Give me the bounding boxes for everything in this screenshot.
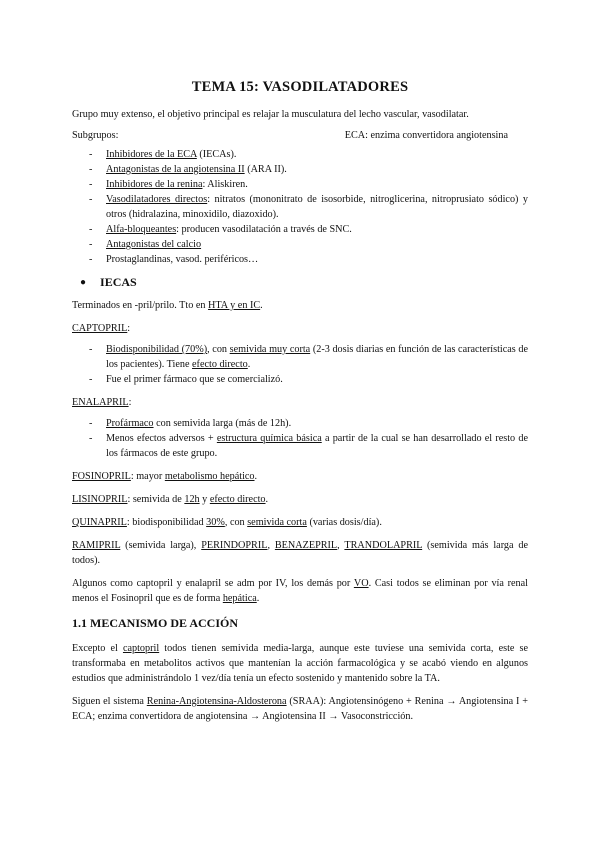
mechanism-paragraph-2 — [72, 694, 528, 724]
text-run: Menos efectos adversos + — [106, 433, 217, 444]
text-run: (semivida larga), — [120, 540, 202, 551]
drug-name: FOSINOPRIL — [72, 471, 131, 482]
enalapril-list — [72, 416, 528, 461]
text-run: Renina-Angiotensina-Aldosterona — [146, 696, 287, 707]
drug-name: BENAZEPRIL — [274, 540, 338, 551]
text-run: . Casi todos se eliminan por vía renal menos el Fosinopril que es de forma — [72, 578, 528, 604]
iecas-heading — [80, 275, 528, 290]
page-title: TEMA 15: VASODILATADORES — [191, 79, 409, 95]
text-run: : — [128, 397, 132, 408]
text-run: . — [254, 471, 258, 482]
text-run: 12h — [184, 494, 200, 505]
bullet-icon: ● — [80, 277, 87, 288]
text-run: , con — [224, 517, 248, 528]
subgroup-detail: : nitratos (mononitrato de isosorbide, nitroglicerina, nitroprusiato sódico) y otros (hidralazina, minoxidilo, diazoxido). — [106, 194, 528, 220]
subgroup-name: Antagonistas de la angiotensina II — [106, 164, 245, 175]
text-run: Siguen el sistema — [72, 696, 147, 707]
text-run: Excepto el — [72, 643, 123, 654]
list-item — [106, 192, 528, 222]
drug-name: QUINAPRIL — [72, 517, 127, 528]
text-run: (semivida más larga de todos). — [72, 540, 529, 566]
list-item — [106, 431, 528, 461]
subgroup-name: Inhibidores de la ECA — [106, 149, 197, 160]
text-run: , — [267, 540, 275, 551]
administration-paragraph — [72, 576, 528, 606]
text-run: . — [256, 593, 260, 604]
subgroup-detail: : producen vasodilatación a través de SNC. — [176, 224, 352, 235]
text-run: captopril — [122, 643, 160, 654]
subgrupos-label: Subgrupos: — [72, 130, 119, 141]
text-run: metabolismo hepático — [164, 471, 255, 482]
text-run: , — [337, 540, 345, 551]
drug-name: CAPTOPRIL — [72, 323, 128, 334]
lisinopril-paragraph — [72, 492, 528, 507]
fosinopril-paragraph — [72, 469, 528, 484]
text-run: . — [260, 300, 263, 311]
enalapril-heading — [72, 395, 528, 410]
other-drugs-paragraph — [72, 538, 528, 568]
text-run: Terminados en -pril/prilo. Tto en — [72, 300, 209, 311]
drug-name: PERINDOPRIL — [201, 540, 268, 551]
text-run: : mayor — [130, 471, 165, 482]
drug-name: RAMIPRIL — [72, 540, 121, 551]
text-run: (SRAA): Angiotensinógeno + Renina → Angiotensina I + ECA; enzima convertidora de angiotensina → Angiotensina II → Vasoconstricción. — [72, 696, 528, 722]
iecas-intro — [72, 298, 528, 313]
subgroup-name: Vasodilatadores directos — [106, 194, 208, 205]
text-run: , con — [207, 344, 230, 355]
intro-paragraph — [72, 107, 528, 122]
text-run: : — [127, 323, 131, 334]
mechanism-paragraph-1 — [72, 641, 528, 686]
list-item — [106, 222, 528, 237]
captopril-heading — [72, 321, 528, 336]
list-item — [106, 147, 528, 162]
drug-name: TRANDOLAPRIL — [344, 540, 423, 551]
text-run: semivida corta — [247, 517, 307, 528]
text-run: . — [247, 359, 251, 370]
text-run: efecto directo — [192, 359, 248, 370]
text-run: . — [265, 494, 269, 505]
list-item — [106, 162, 528, 177]
text-run: VO — [353, 578, 369, 589]
drug-name: ENALAPRIL — [72, 397, 129, 408]
text-run: (varias dosis/día). — [306, 517, 382, 528]
subgroup-detail: (ARA II). — [244, 164, 287, 175]
list-item — [106, 342, 528, 372]
subgrupos-line — [72, 128, 528, 143]
list-item — [106, 416, 528, 431]
iecas-heading-text: IECAS — [100, 275, 137, 289]
text-run: efecto directo — [209, 494, 266, 505]
text-run: (2-3 dosis diarias en función de las características de los pacientes). Tiene — [106, 344, 528, 370]
subgroup-detail: : Aliskiren. — [202, 179, 248, 190]
subgroup-name: Antagonistas del calcio — [106, 239, 202, 250]
subgroups-list — [72, 147, 528, 267]
text-run: Algunos como captopril y enalapril se adm por IV, los demás por — [72, 578, 354, 589]
list-item — [106, 372, 528, 387]
intro-text: Grupo muy extenso, el objetivo principal es relajar la musculatura del lecho vascular, vasodilatar. — [72, 109, 469, 120]
text-run: estructura química básica — [216, 433, 322, 444]
quinapril-paragraph — [72, 515, 528, 530]
text-run: semivida muy corta — [229, 344, 311, 355]
text-run: Profármaco — [106, 418, 154, 429]
text-run: hepática — [222, 593, 257, 604]
subgroup-detail: Prostaglandinas, vasod. periféricos… — [106, 254, 259, 265]
text-run: Biodisponibilidad (70%) — [106, 344, 208, 355]
list-item — [106, 177, 528, 192]
list-item — [106, 252, 528, 267]
drug-name: LISINOPRIL — [72, 494, 128, 505]
text-run: a partir de la cual se han desarrollado el resto de los fármacos de este grupo. — [106, 433, 528, 459]
subgroup-name: Alfa-bloqueantes — [106, 224, 177, 235]
text-run: con semivida larga (más de 12h). — [153, 418, 292, 429]
text-run: todos tienen semivida media-larga, aunque este tuviese una semivida corta, este se transformaba en metabolitos activos que mantenían la acción farmacológica y se acabó viendo en algunos estudios que administrándolo 1 vez/día tenía un efecto sostenido y mantenido sobre la TA. — [72, 643, 529, 684]
text-run: : semivida de — [127, 494, 185, 505]
text-run: 30% — [206, 517, 225, 528]
list-item — [106, 237, 528, 252]
captopril-list — [72, 342, 528, 387]
eca-note: ECA: enzima convertidora angiotensina — [344, 130, 508, 141]
section-heading: 1.1 MECANISMO DE ACCIÓN — [72, 616, 239, 630]
subgroup-name: Inhibidores de la renina — [106, 179, 203, 190]
text-run: : biodisponibilidad — [126, 517, 207, 528]
text-run: y — [199, 494, 210, 505]
text-run: Fue el primer fármaco que se comercializó. — [106, 374, 283, 385]
hta-ic-text: HTA y en IC — [208, 300, 261, 311]
subgroup-detail: (IECAs). — [196, 149, 237, 160]
